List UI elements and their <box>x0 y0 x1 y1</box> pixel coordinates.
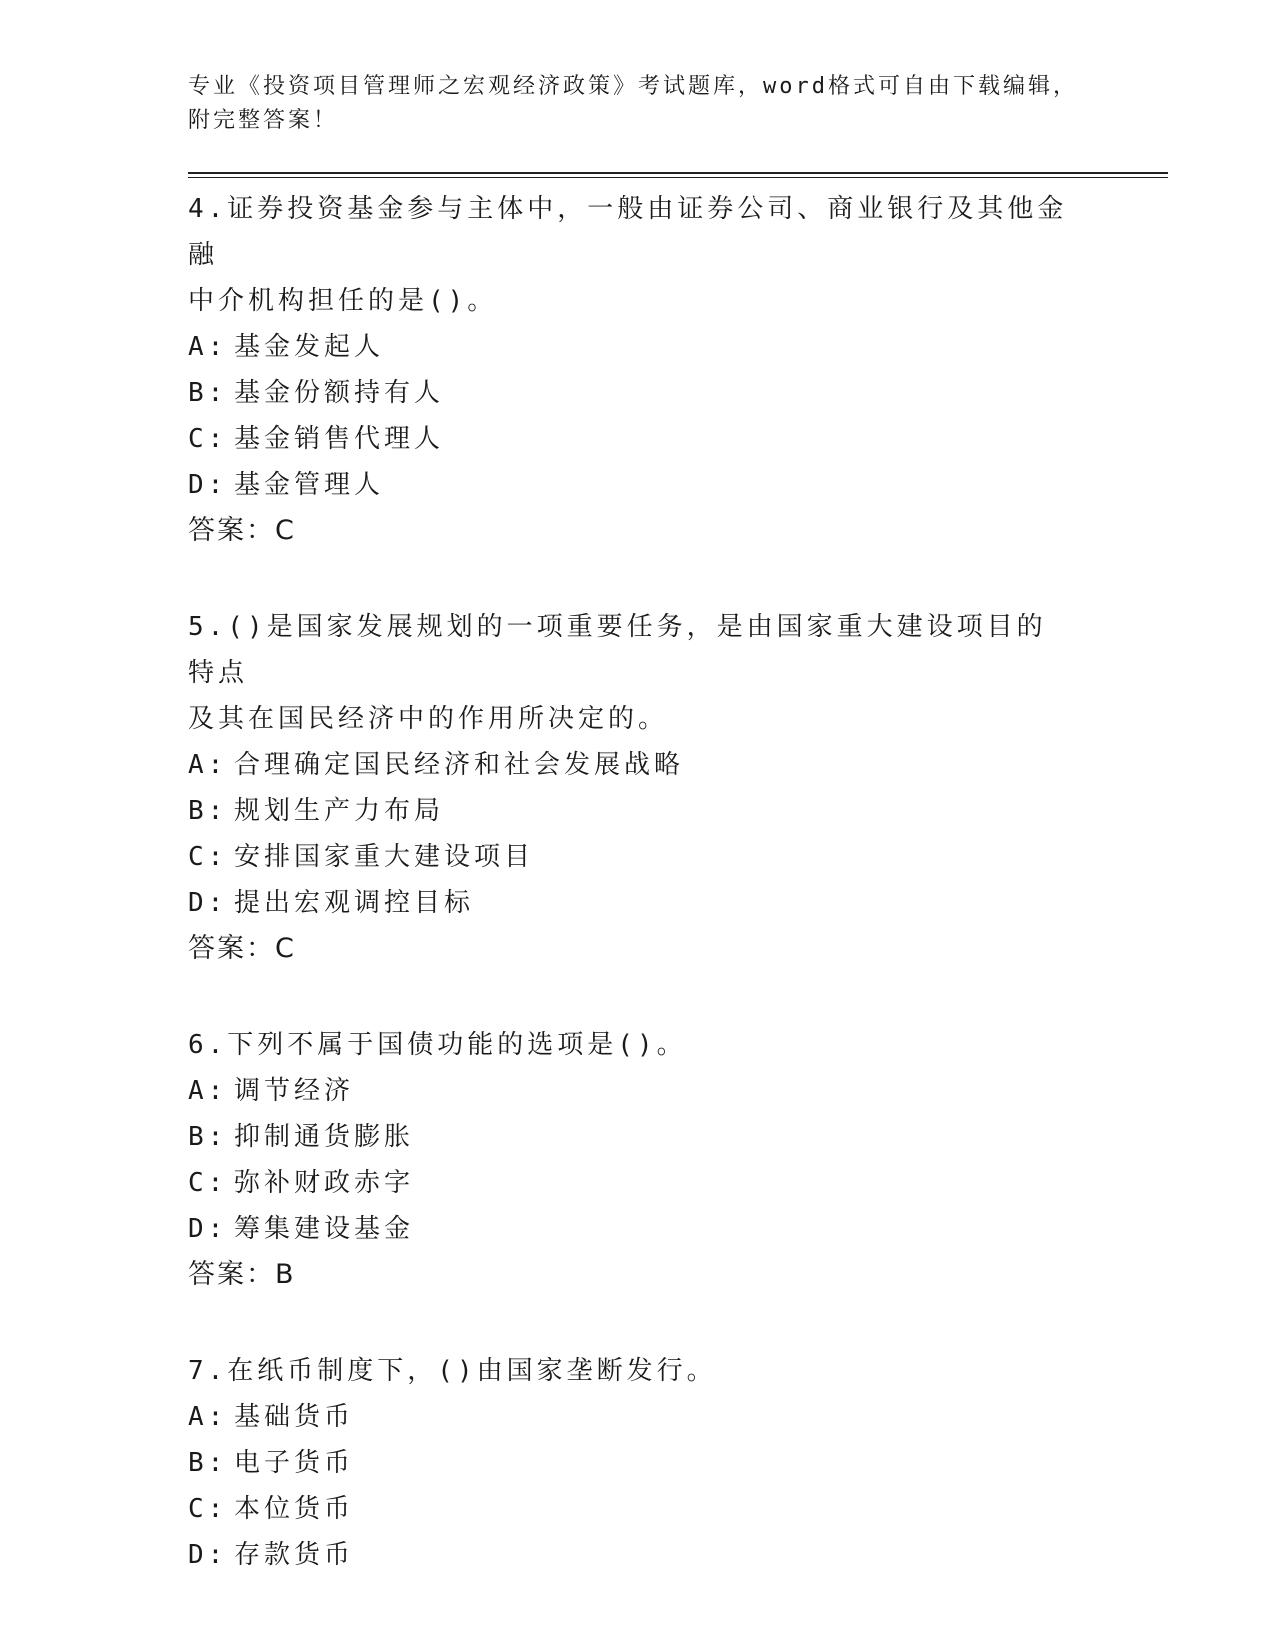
question-5 <box>188 604 1168 972</box>
question-stem-line-1: 5.()是国家发展规划的一项重要任务，是由国家重大建设项目的特点 <box>188 612 1047 688</box>
option-letter: A: <box>188 332 228 362</box>
option-c <box>188 416 1168 462</box>
option-letter: A: <box>188 1402 228 1432</box>
question-stem-line-1: 6.下列不属于国债功能的选项是()。 <box>188 1030 687 1060</box>
option-text: 基金发起人 <box>234 332 385 362</box>
option-d <box>188 1532 1168 1578</box>
document-header <box>188 70 1168 138</box>
option-text: 调节经济 <box>234 1076 355 1106</box>
header-divider <box>188 172 1168 178</box>
option-c <box>188 834 1168 880</box>
option-letter: A: <box>188 750 228 780</box>
option-text: 筹集建设基金 <box>234 1214 415 1244</box>
option-letter: D: <box>188 1214 228 1244</box>
option-text: 存款货币 <box>234 1540 355 1570</box>
option-b <box>188 788 1168 834</box>
option-text: 基金销售代理人 <box>234 424 445 454</box>
question-6 <box>188 1022 1168 1298</box>
option-text: 基金管理人 <box>234 470 385 500</box>
question-stem <box>188 186 1068 324</box>
answer-line: 答案：C <box>188 515 296 546</box>
document-page <box>188 70 1168 1578</box>
question-stem <box>188 1348 1068 1394</box>
option-letter: B: <box>188 1122 228 1152</box>
option-c <box>188 1486 1168 1532</box>
option-text: 弥补财政赤字 <box>234 1168 415 1198</box>
question-stem-line-1: 7.在纸币制度下，()由国家垄断发行。 <box>188 1356 717 1386</box>
option-letter: C: <box>188 1168 228 1198</box>
question-stem-line-1: 4.证券投资基金参与主体中，一般由证券公司、商业银行及其他金融 <box>188 194 1068 270</box>
question-stem-line-2: 及其在国民经济中的作用所决定的。 <box>188 704 669 734</box>
option-a <box>188 324 1168 370</box>
option-text: 抑制通货膨胀 <box>234 1122 415 1152</box>
option-letter: B: <box>188 378 228 408</box>
option-letter: C: <box>188 1494 228 1524</box>
option-text: 规划生产力布局 <box>234 796 445 826</box>
option-a <box>188 1394 1168 1440</box>
option-letter: D: <box>188 1540 228 1570</box>
answer-line: 答案：B <box>188 1259 296 1290</box>
option-letter: B: <box>188 796 228 826</box>
option-letter: B: <box>188 1448 228 1478</box>
option-text: 基础货币 <box>234 1402 355 1432</box>
option-letter: C: <box>188 842 228 872</box>
header-line-2: 附完整答案！ <box>188 108 339 133</box>
option-a <box>188 1068 1168 1114</box>
option-a <box>188 742 1168 788</box>
option-letter: C: <box>188 424 228 454</box>
question-stem <box>188 1022 1068 1068</box>
question-stem <box>188 604 1068 742</box>
option-letter: A: <box>188 1076 228 1106</box>
option-b <box>188 1114 1168 1160</box>
option-text: 基金份额持有人 <box>234 378 445 408</box>
question-4 <box>188 186 1168 554</box>
option-b <box>188 1440 1168 1486</box>
option-text: 安排国家重大建设项目 <box>234 842 535 872</box>
header-line-1: 专业《投资项目管理师之宏观经济政策》考试题库，word格式可自由下载编辑， <box>188 74 1078 99</box>
option-d <box>188 880 1168 926</box>
question-stem-line-2: 中介机构担任的是()。 <box>188 286 498 316</box>
option-d <box>188 462 1168 508</box>
option-text: 本位货币 <box>234 1494 355 1524</box>
option-letter: D: <box>188 470 228 500</box>
option-text: 合理确定国民经济和社会发展战略 <box>234 750 685 780</box>
question-7 <box>188 1348 1168 1578</box>
option-d <box>188 1206 1168 1252</box>
option-c <box>188 1160 1168 1206</box>
answer-line: 答案：C <box>188 933 296 964</box>
option-b <box>188 370 1168 416</box>
option-letter: D: <box>188 888 228 918</box>
option-text: 提出宏观调控目标 <box>234 888 475 918</box>
option-text: 电子货币 <box>234 1448 355 1478</box>
